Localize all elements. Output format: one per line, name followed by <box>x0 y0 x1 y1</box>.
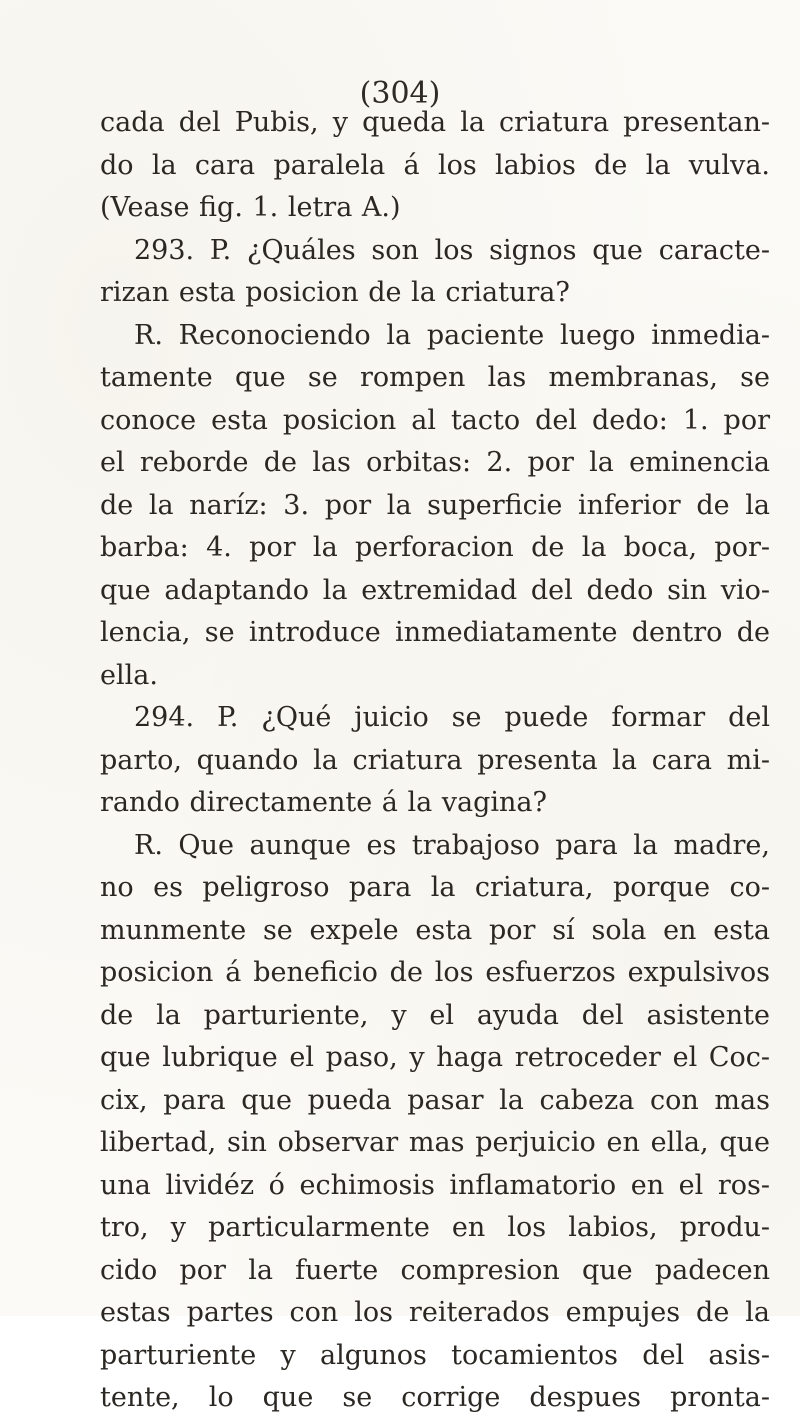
text-line: posicion á beneficio de los esfuerzos expulsivos <box>100 957 770 988</box>
text-line: 293. P. ¿Quáles son los signos que caracte- <box>134 234 770 266</box>
text-line: rizan esta posicion de la criatura? <box>100 277 570 308</box>
text-line: una lividéz ó echimosis inflamatorio en el ros- <box>100 1169 770 1201</box>
text-line: tro, y particularmente en los labios, produ- <box>100 1212 770 1243</box>
text-line: de la naríz: 3. por la superficie inferior de la <box>100 489 770 521</box>
text-line: que adaptando la extremidad del dedo sin vio- <box>100 574 770 606</box>
text-line: parturiente y algunos tocamientos del asis- <box>100 1339 770 1371</box>
text-line: R. Reconociendo la paciente luego inmedia- <box>134 319 770 351</box>
text-line: barba: 4. por la perforacion de la boca, por- <box>100 532 770 563</box>
text-line: do la cara paralela á los labios de la vulva. <box>100 149 770 181</box>
text-line: el reborde de las orbitas: 2. por la eminencia <box>100 447 770 478</box>
text-line: R. Que aunque es trabajoso para la madre, <box>134 829 770 861</box>
text-line: munmente se expele esta por sí sola en esta <box>100 914 770 946</box>
text-line: lencia, se introduce inmediatamente dentro de <box>100 617 770 648</box>
text-line: (Vease fig. 1. letra A.) <box>100 192 401 223</box>
text-line: tamente que se rompen las membranas, se <box>100 362 770 393</box>
text-line: que lubrique el paso, y haga retroceder el Coc- <box>100 1042 770 1073</box>
text-line: de la parturiente, y el ayuda del asistente <box>100 999 770 1031</box>
text-line: no es peligroso para la criatura, porque co- <box>100 872 770 903</box>
text-line: tente, lo que se corrige despues pronta- <box>100 1382 770 1413</box>
text-line: libertad, sin observar mas perjuicio en ella, que <box>100 1127 770 1158</box>
body-text <box>100 102 770 1420</box>
text-line: cix, para que pueda pasar la cabeza con mas <box>100 1084 770 1116</box>
page-number: (304) <box>359 76 441 111</box>
text-line: cido por la fuerte compresion que padecen <box>100 1254 770 1286</box>
text-line: rando directamente á la vagina? <box>100 787 547 818</box>
text-line: cada del Pubis, y queda la criatura presentan- <box>100 107 770 138</box>
text-line: 294. P. ¿Qué juicio se puede formar del <box>134 702 770 733</box>
text-line: estas partes con los reiterados empujes de la <box>100 1297 770 1328</box>
text-line: conoce esta posicion al tacto del dedo: 1. por <box>100 404 770 436</box>
text-line: ella. <box>100 659 158 691</box>
text-line: parto, quando la criatura presenta la cara mi- <box>100 744 770 776</box>
